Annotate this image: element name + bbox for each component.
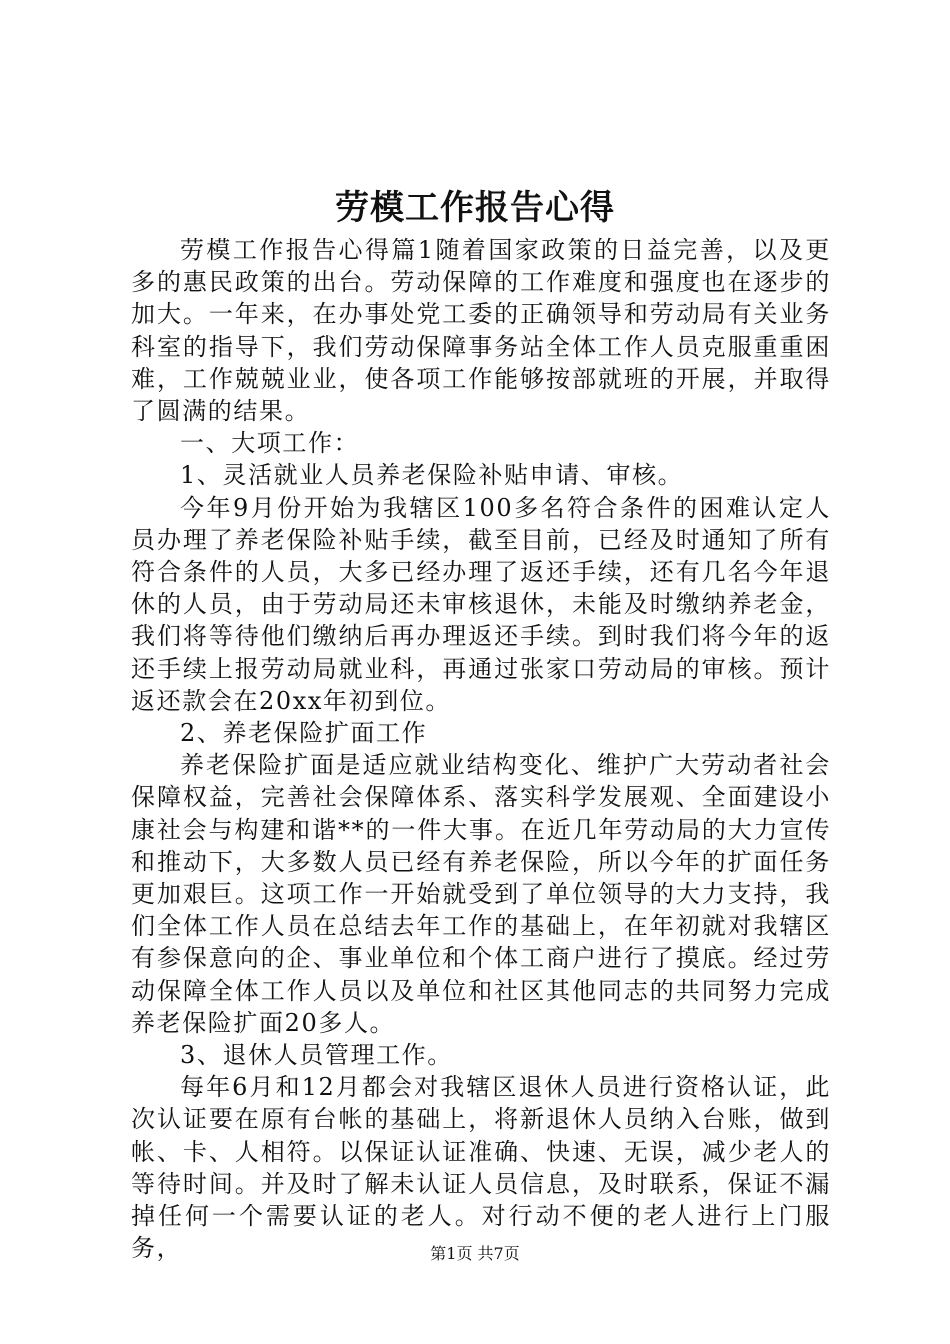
document-body [131, 234, 831, 1265]
document-title: 劳模工作报告心得 [335, 188, 615, 228]
page-number-footer: 第1页 共7页 [430, 1244, 520, 1263]
paragraph-retiree-management: 每年6月和12月都会对我辖区退休人员进行资格认证，此次认证要在原有台帐的基础上，将新退休人员纳入台账，做到帐、卡、人相符。以保证认证准确、快速、无误，减少老人的等待时间。并及时了解未认证人员信息，及时联系，保证不漏掉任何一个需要认证的老人。对行动不便的老人进行上门服务， [131, 1073, 831, 1263]
paragraph-pension-expansion: 养老保险扩面是适应就业结构变化、维护广大劳动者社会保障权益，完善社会保障体系、落实科学发展观、全面建设小康社会与构建和谐**的一件大事。在近几年劳动局的大力宣传和推动下，大多数人员已经有养老保险，所以今年的扩面任务更加艰巨。这项工作一开始就受到了单位领导的大力支持，我们全体工作人员在总结去年工作的基础上，在年初就对我辖区有参保意向的企、事业单位和个体工商户进行了摸底。经过劳动保障全体工作人员以及单位和社区其他同志的共同努力完成养老保险扩面20多人。 [131, 751, 831, 1037]
paragraph-intro: 劳模工作报告心得篇1随着国家政策的日益完善，以及更多的惠民政策的出台。劳动保障的工作难度和强度也在逐步的加大。一年来，在办事处党工委的正确领导和劳动局有关业务科室的指导下，我们劳动保障事务站全体工作人员克服重重困难，工作兢兢业业，使各项工作能够按部就班的开展，并取得了圆满的结果。 [131, 236, 831, 426]
subheading-retiree-management: 3、退休人员管理工作。 [180, 1041, 453, 1070]
heading-major-work: 一、大项工作： [180, 429, 360, 458]
subheading-pension-subsidy: 1、灵活就业人员养老保险补贴申请、审核。 [180, 461, 684, 490]
subheading-pension-expansion: 2、养老保险扩面工作 [180, 719, 428, 748]
paragraph-pension-subsidy: 今年9月份开始为我辖区100多名符合条件的困难认定人员办理了养老保险补贴手续，截至目前，已经及时通知了所有符合条件的人员，大多已经办理了返还手续，还有几名今年退休的人员，由于劳动局还未审核退休，未能及时缴纳养老金，我们将等待他们缴纳后再办理返还手续。到时我们将今年的返还手续上报劳动局就业科，再通过张家口劳动局的审核。预计返还款会在20xx年初到位。 [131, 493, 831, 715]
